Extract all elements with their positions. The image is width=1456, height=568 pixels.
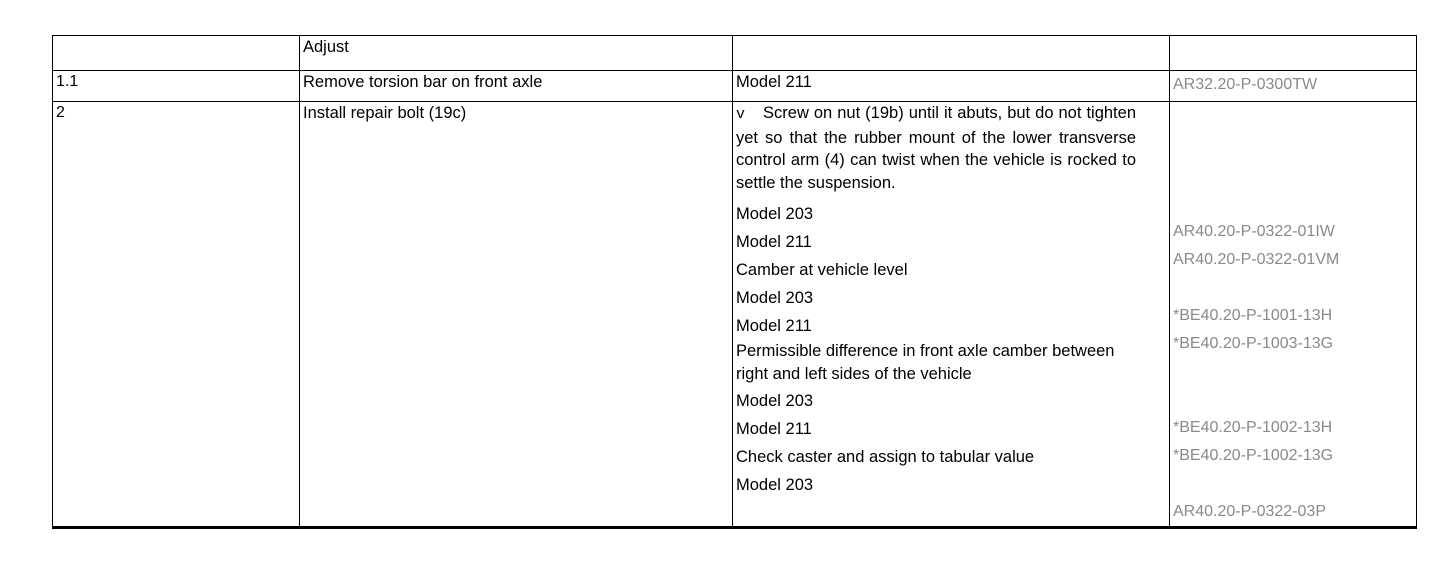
header-cell-reference (1170, 36, 1417, 71)
note-paragraph (736, 102, 1166, 194)
detail-line: Model 203 (736, 205, 814, 223)
detail-line: Model 203 (736, 476, 814, 494)
step-action: Remove torsion bar on front axle (300, 71, 733, 102)
table-row (53, 102, 1417, 528)
step-details (733, 102, 1170, 528)
reference-spacer (1173, 358, 1413, 414)
step-number: 2 (53, 102, 300, 528)
reference-link[interactable] (1170, 71, 1417, 102)
reference-spacer (1173, 102, 1413, 218)
reference-code[interactable]: AR40.20-P-0322-03P (1173, 503, 1326, 520)
step-action: Install repair bolt (19c) (300, 102, 733, 528)
reference-code[interactable]: AR40.20-P-0322-01VM (1173, 251, 1340, 268)
step-model: Model 211 (733, 71, 1170, 102)
detail-line: Model 211 (736, 317, 812, 335)
reference-code[interactable]: *BE40.20-P-1003-13G (1173, 335, 1334, 352)
header-cell-step (53, 36, 300, 71)
detail-line: Model 211 (736, 233, 812, 251)
reference-code[interactable]: *BE40.20-P-1002-13G (1173, 447, 1334, 464)
table-header-row (53, 36, 1417, 71)
step-number: 1.1 (53, 71, 300, 102)
detail-line: Check caster and assign to tabular value (736, 448, 1035, 466)
reference-code[interactable]: *BE40.20-P-1001-13H (1173, 307, 1333, 324)
note-text: Screw on nut (19b) until it abuts, but do not tighten yet so that the rubber mount of the lower transverse control arm (4) can twist when the vehicle is rocked to settle the suspension. (736, 104, 1136, 192)
note-bullet-icon: v (736, 106, 746, 123)
procedure-table (52, 35, 1417, 529)
detail-line: Model 203 (736, 392, 814, 410)
detail-line: Model 203 (736, 289, 814, 307)
header-cell-notes (733, 36, 1170, 71)
table-row (53, 71, 1417, 102)
reference-column (1170, 102, 1417, 528)
reference-spacer (1173, 470, 1413, 498)
reference-code[interactable]: AR32.20-P-0300TW (1173, 76, 1318, 93)
reference-spacer (1173, 274, 1413, 302)
header-cell-adjust: Adjust (300, 36, 733, 71)
detail-line: Model 211 (736, 420, 812, 438)
reference-code[interactable]: *BE40.20-P-1002-13H (1173, 419, 1333, 436)
reference-code[interactable]: AR40.20-P-0322-01IW (1173, 223, 1335, 240)
detail-paragraph: Permissible difference in front axle camber between right and left sides of the vehicle (736, 342, 1115, 383)
detail-line: Camber at vehicle level (736, 261, 908, 279)
